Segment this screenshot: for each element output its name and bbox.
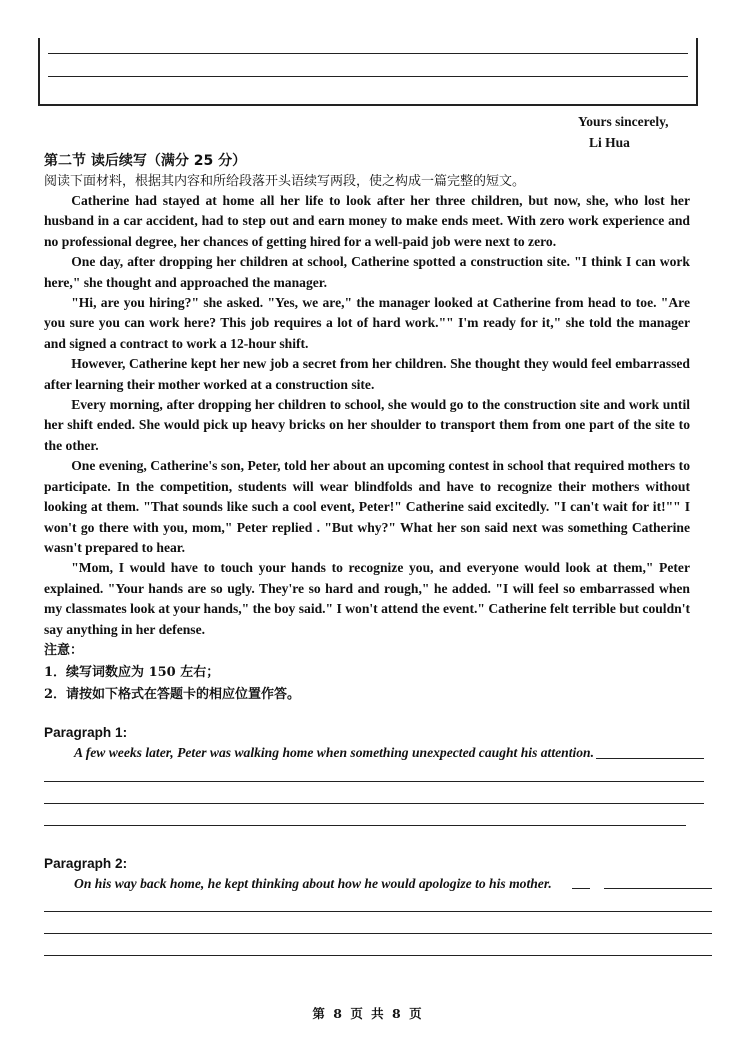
passage-paragraph: Catherine had stayed at home all her life to look after her three children, but now, she, who lost her husband in a car accident, had to step out and earn money to make ends meet. With zero work experience and no professional degree, her chances of getting hired for a well-paid job were next to zero. — [44, 193, 690, 249]
passage-paragraph: Every morning, after dropping her children to school, she would go to the construction site and work until her shift ended. She would pick up heavy bricks on her shoulder to transport them from one part of the site to the other. — [44, 397, 690, 453]
passage-paragraph: One day, after dropping her children at school, Catherine spotted a construction site. "I think I can work here," she thought and approached the manager. — [44, 254, 690, 290]
reading-passage — [44, 191, 690, 640]
paragraph-1-label: Paragraph 1: — [44, 725, 128, 740]
passage-paragraph: "Mom, I would have to touch your hands to recognize you, and everyone would look at them," Peter explained. "Your hands are so ugly. They're so hard and rough," he added. "I will feel so embarrassed when my classmates look at your hands," the boy said." I won't attend the event." Catherine felt terrible but couldn't say anything in her defense. — [44, 560, 690, 637]
writing-line[interactable] — [44, 803, 704, 804]
notes-section — [44, 640, 300, 706]
paragraph-2-opening: On his way back home, he kept thinking about how he would apologize to his mother. — [74, 876, 552, 891]
writing-line[interactable] — [604, 888, 712, 889]
writing-line[interactable] — [572, 888, 590, 889]
notes-heading: 注意： — [44, 643, 84, 658]
page-indicator: 第 8 页 共 8 页 — [312, 1006, 424, 1021]
answer-line — [48, 76, 688, 77]
passage-paragraph: One evening, Catherine's son, Peter, told her about an upcoming contest in school that required mothers to participate. In the competition, students will wear blindfolds and have to recognize their mothers without looking at them. "That sounds like such a cool event, Peter!" Catherine said excitedly. "I can't wait for it!"" I won't go there with you, mom," Peter replied . "But why?" What her son said next was something Catherine wasn't prepared to hear. — [44, 458, 690, 555]
writing-line[interactable] — [44, 911, 712, 912]
letter-answer-box — [38, 38, 698, 106]
letter-closing: Yours sincerely, — [578, 114, 669, 129]
writing-line[interactable] — [596, 758, 704, 759]
writing-line[interactable] — [44, 955, 712, 956]
section-instructions: 阅读下面材料，根据其内容和所给段落开头语续写两段，使之构成一篇完整的短文。 — [44, 174, 526, 189]
passage-paragraph: "Hi, are you hiring?" she asked. "Yes, we are," the manager looked at Catherine from head to toe. "Are you sure you can work here? This job requires a lot of hard work."" I'm ready for it," she told the manager and signed a contract to work a 12-hour shift. — [44, 295, 690, 351]
section-title: 第二节 读后续写（满分 25 分） — [44, 153, 247, 169]
writing-line[interactable] — [44, 825, 686, 826]
writing-line[interactable] — [44, 781, 704, 782]
paragraph-1-opening: A few weeks later, Peter was walking home when something unexpected caught his attention. — [74, 745, 595, 760]
passage-paragraph: However, Catherine kept her new job a secret from her children. She thought they would feel embarrassed after learning their mother worked at a construction site. — [44, 356, 690, 392]
writing-line[interactable] — [44, 933, 712, 934]
answer-line — [48, 53, 688, 54]
letter-signature: Li Hua — [589, 135, 630, 150]
paragraph-2-label: Paragraph 2: — [44, 856, 128, 871]
note-item: 2．请按如下格式在答题卡的相应位置作答。 — [44, 687, 301, 702]
note-item: 1．续写词数应为 150 左右； — [44, 665, 220, 680]
